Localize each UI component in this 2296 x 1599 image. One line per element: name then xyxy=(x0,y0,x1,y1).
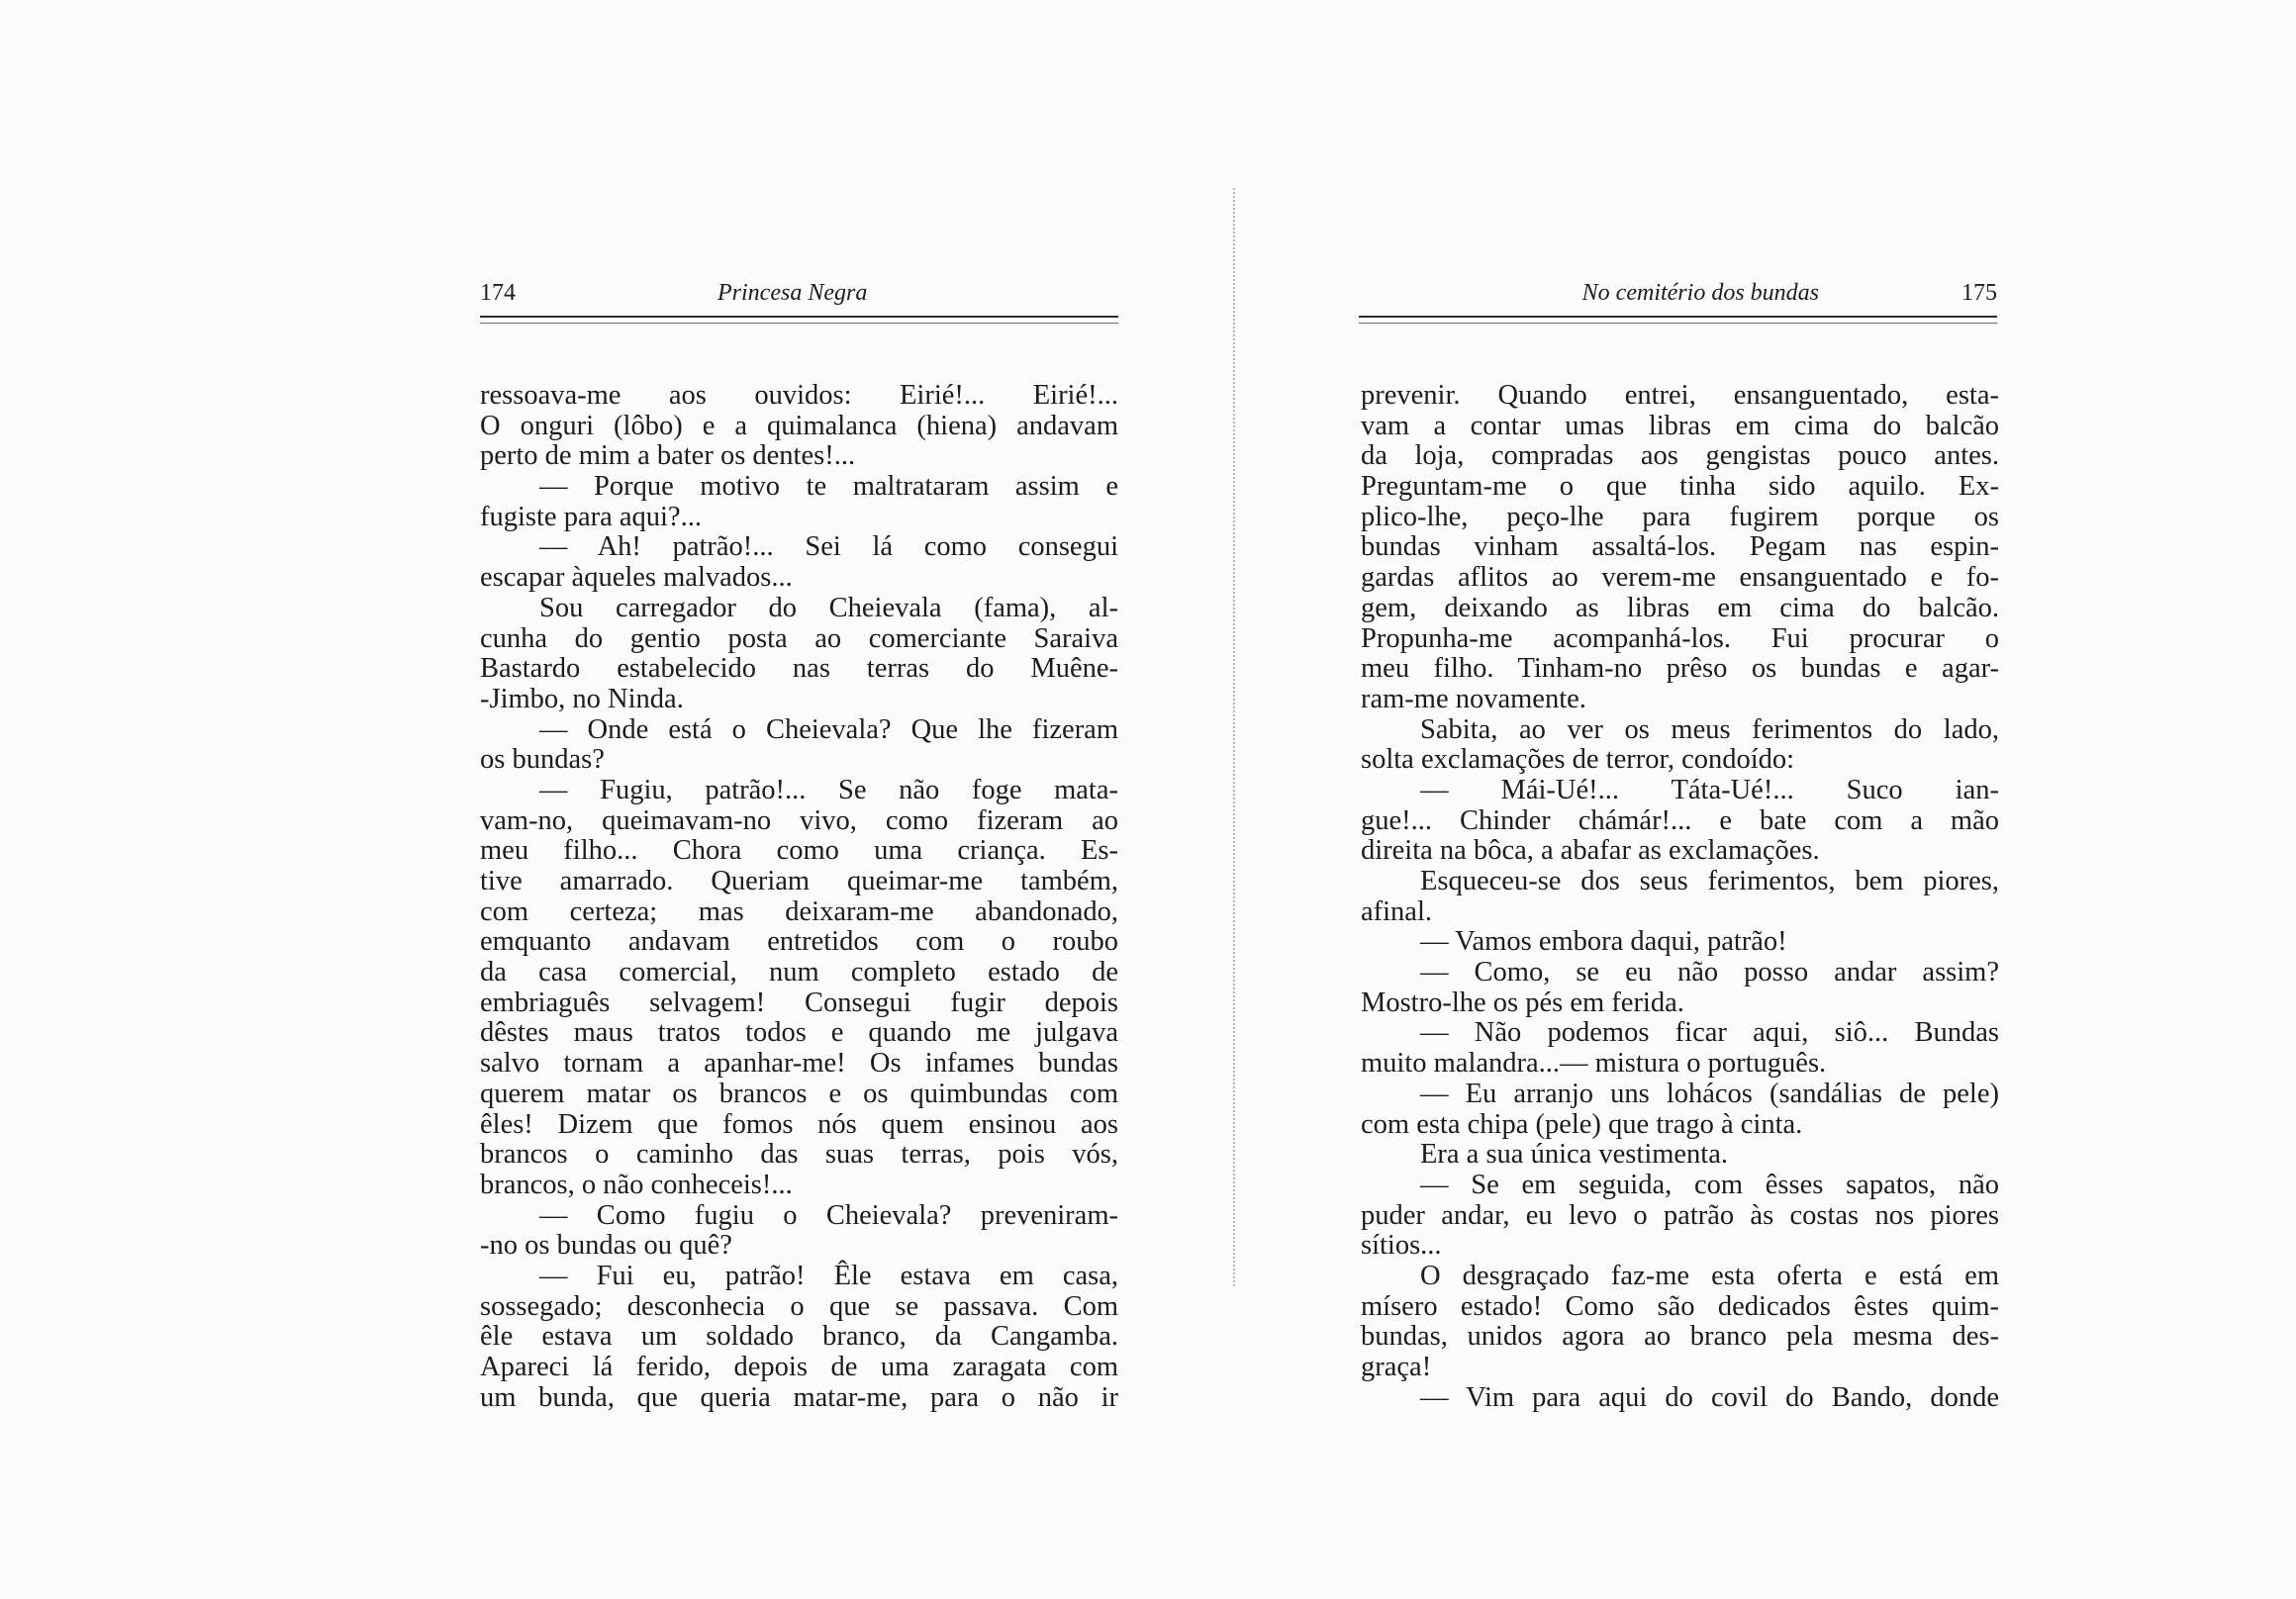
text-line: gardas aflitos ao verem-me ensanguentado e fo- xyxy=(1361,562,1999,594)
header-rule xyxy=(480,316,1118,324)
text-line: embriaguês selvagem! Consegui fugir depois xyxy=(480,987,1118,1018)
running-title: No cemitério dos bundas xyxy=(1581,280,1819,306)
text-line: ressoava-me aos ouvidos: Eirié!... Eirié!... xyxy=(480,380,1118,411)
text-line: solta exclamações de terror, condoído: xyxy=(1361,744,1795,776)
left-page-header xyxy=(480,280,1118,308)
text-line: Era a sua única vestimenta. xyxy=(1420,1139,1728,1171)
text-line: sossegado; desconhecia o que se passava. Com xyxy=(480,1290,1118,1322)
text-line: com esta chipa (pele) que trago à cinta. xyxy=(1361,1108,1803,1140)
text-line: — Como, se eu não posso andar assim? xyxy=(1420,957,1999,988)
right-page xyxy=(1148,0,2296,1599)
text-line: — Como fugiu o Cheievala? preveniram- xyxy=(539,1199,1118,1231)
text-line: êle estava um soldado branco, da Cangamba. xyxy=(480,1321,1118,1353)
text-line: gue!... Chinder chámár!... e bate com a mão xyxy=(1361,804,1999,836)
text-line: da loja, compradas aos gengistas pouco antes. xyxy=(1361,440,1999,472)
header-rule xyxy=(1359,316,1997,324)
text-line: -no os bundas ou quê? xyxy=(480,1230,732,1262)
text-line: da casa comercial, num completo estado de xyxy=(480,957,1118,988)
page-number: 174 xyxy=(480,280,516,306)
text-line: fugiste para aqui?... xyxy=(480,501,702,532)
text-line: um bunda, que queria matar-me, para o não ir xyxy=(480,1381,1118,1413)
text-line: ram-me novamente. xyxy=(1361,683,1586,714)
text-line: — Mái-Ué!... Táta-Ué!... Suco ian- xyxy=(1420,774,1999,805)
text-line: — Porque motivo te maltrataram assim e xyxy=(539,471,1118,503)
text-line: Sabita, ao ver os meus ferimentos do lado, xyxy=(1420,713,1999,745)
text-line: Esqueceu-se dos seus ferimentos, bem piores, xyxy=(1420,866,1999,896)
text-line: — Fugiu, patrão!... Se não foge mata- xyxy=(539,774,1118,805)
text-line: brancos o caminho das suas terras, pois vós, xyxy=(480,1139,1118,1171)
text-line: tive amarrado. Queriam queimar-me também, xyxy=(480,866,1118,896)
right-page-header xyxy=(1359,280,1997,308)
text-line: vam-no, queimavam-no vivo, como fizeram ao xyxy=(480,804,1118,836)
text-line: salvo tornam a apanhar-me! Os infames bundas xyxy=(480,1048,1118,1080)
text-line: plico-lhe, peço-lhe para fugirem porque os xyxy=(1361,501,1999,532)
page-number: 175 xyxy=(1961,280,1997,306)
text-line: querem matar os brancos e os quimbundas com xyxy=(480,1078,1118,1109)
text-line: êles! Dizem que fomos nós quem ensinou aos xyxy=(480,1108,1118,1140)
text-line: bundas, unidos agora ao branco pela mesma des- xyxy=(1361,1321,1999,1353)
text-line: cunha do gentio posta ao comerciante Saraiva xyxy=(480,622,1118,654)
text-line: Bastardo estabelecido nas terras do Muêne- xyxy=(480,653,1118,685)
running-title: Princesa Negra xyxy=(718,280,868,306)
text-line: — Vamos embora daqui, patrão! xyxy=(1420,926,1787,958)
text-line: graça! xyxy=(1361,1352,1432,1382)
body-text xyxy=(480,381,1118,1413)
text-line: prevenir. Quando entrei, ensanguentado, esta- xyxy=(1361,380,1999,411)
text-line: meu filho... Chora como uma criança. Es- xyxy=(480,835,1118,867)
text-line: emquanto andavam entretidos com o roubo xyxy=(480,926,1118,958)
text-line: brancos, o não conheceis!... xyxy=(480,1169,793,1200)
text-line: afinal. xyxy=(1361,895,1433,927)
text-line: dêstes maus tratos todos e quando me julgava xyxy=(480,1017,1118,1049)
text-line: muito malandra...— mistura o português. xyxy=(1361,1048,1827,1080)
text-line: os bundas? xyxy=(480,744,605,776)
text-line: — Não podemos ficar aqui, siô... Bundas xyxy=(1420,1017,1999,1049)
text-line: O desgraçado faz-me esta oferta e está em xyxy=(1420,1260,1999,1291)
text-line: meu filho. Tinham-no prêso os bundas e agar- xyxy=(1361,653,1999,685)
text-line: direita na bôca, a abafar as exclamações. xyxy=(1361,835,1820,867)
text-line: -Jimbo, no Ninda. xyxy=(480,683,684,714)
text-line: — Fui eu, patrão! Êle estava em casa, xyxy=(539,1260,1118,1291)
text-line: Preguntam-me o que tinha sido aquilo. Ex- xyxy=(1361,471,1999,503)
text-line: Sou carregador do Cheievala (fama), al- xyxy=(539,592,1118,623)
text-line: Propunha-me acompanhá-los. Fui procurar o xyxy=(1361,622,1999,654)
text-line: perto de mim a bater os dentes!... xyxy=(480,440,856,472)
text-line: — Ah! patrão!... Sei lá como consegui xyxy=(539,531,1118,563)
text-line: vam a contar umas libras em cima do balcão xyxy=(1361,410,1999,441)
text-line: Apareci lá ferido, depois de uma zaragata com xyxy=(480,1352,1118,1382)
text-line: sítios... xyxy=(1361,1230,1442,1262)
text-line: O onguri (lôbo) e a quimalanca (hiena) andavam xyxy=(480,410,1118,441)
text-line: — Onde está o Cheievala? Que lhe fizeram xyxy=(539,713,1118,745)
text-line: — Eu arranjo uns lohácos (sandálias de pele) xyxy=(1420,1078,1999,1109)
text-line: com certeza; mas deixaram-me abandonado, xyxy=(480,895,1118,927)
body-text xyxy=(1361,381,1999,1413)
text-line: puder andar, eu levo o patrão às costas nos piores xyxy=(1361,1199,1999,1231)
text-line: gem, deixando as libras em cima do balcão. xyxy=(1361,592,1999,623)
text-line: escapar àqueles malvados... xyxy=(480,562,793,594)
text-line: mísero estado! Como são dedicados êstes quim- xyxy=(1361,1290,1999,1322)
text-line: Mostro-lhe os pés em ferida. xyxy=(1361,987,1684,1018)
text-line: — Se em seguida, com êsses sapatos, não xyxy=(1420,1169,1999,1200)
text-line: — Vim para aqui do covil do Bando, donde xyxy=(1420,1381,1999,1413)
text-line: bundas vinham assaltá-los. Pegam nas espin- xyxy=(1361,531,1999,563)
